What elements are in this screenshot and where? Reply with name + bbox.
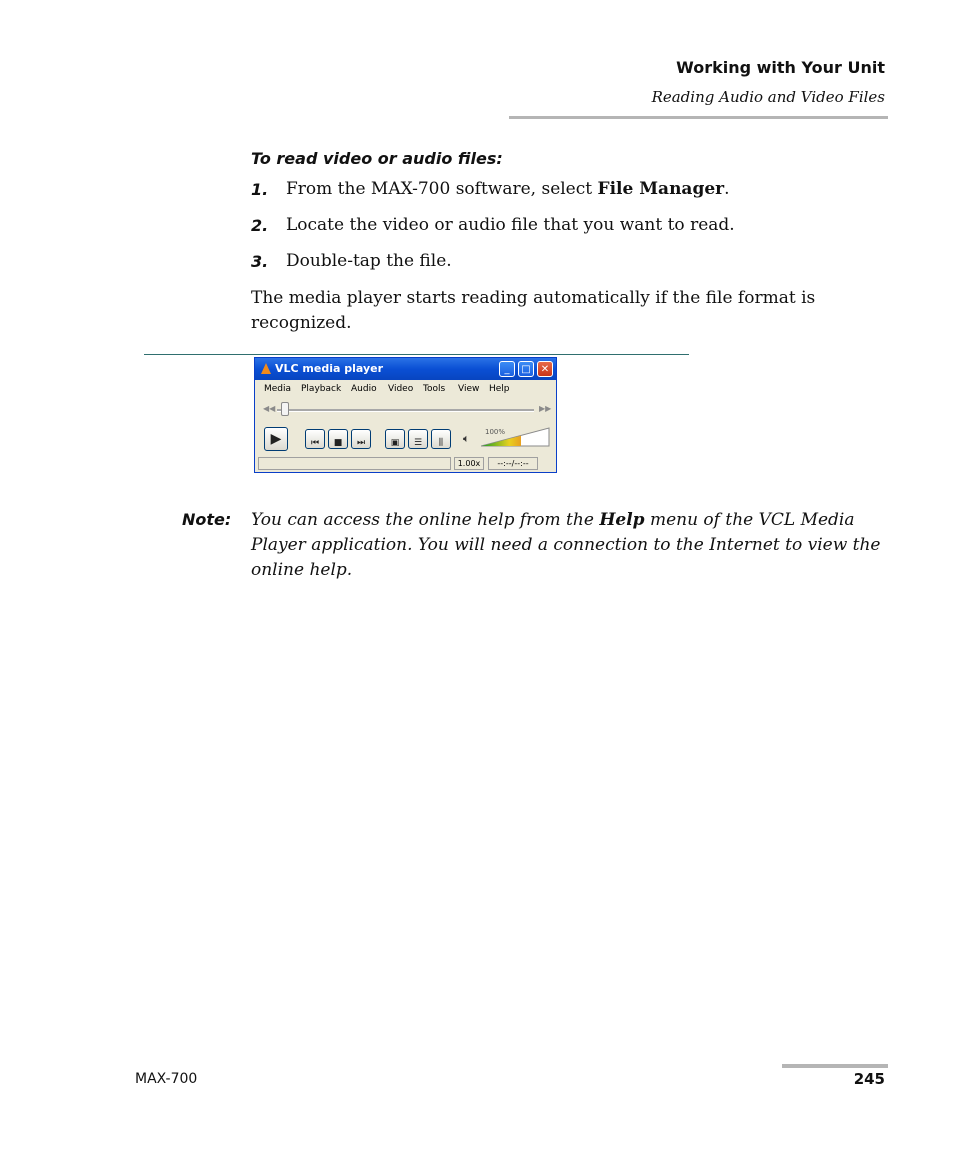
maximize-button[interactable]: □ [518, 361, 534, 377]
play-icon: ▶ [270, 431, 282, 447]
seek-forward-icon[interactable]: ▶▶ [539, 404, 552, 413]
note-text-bold: Help [599, 510, 645, 530]
menu-audio[interactable]: Audio [351, 384, 377, 394]
fullscreen-button[interactable] [385, 429, 405, 449]
step-text-before: From the MAX-700 software, select [286, 179, 598, 199]
volume-icon[interactable]: 🔈︎ [463, 432, 470, 445]
step-text: Double-tap the file. [286, 251, 452, 271]
extended-settings-button[interactable] [431, 429, 451, 449]
next-icon: ⏭ [356, 438, 366, 448]
seek-back-icon[interactable]: ◀◀ [263, 404, 276, 413]
procedure-title: To read video or audio files: [251, 149, 503, 168]
step-text-bold: File Manager [597, 179, 725, 199]
equalizer-icon: ⫼ [438, 438, 444, 448]
stop-icon: ■ [333, 438, 343, 448]
minimize-button[interactable]: _ [499, 361, 515, 377]
seek-bar[interactable] [277, 409, 534, 412]
note-text-before: You can access the online help from the [251, 510, 600, 530]
menu-view[interactable]: View [458, 384, 480, 394]
note-text-after: menu of the VCL Media Player application. You will need a connection to the Internet to view the online help. [251, 510, 881, 580]
running-header-subtitle: Reading Audio and Video Files [651, 88, 885, 106]
close-button[interactable]: ✕ [537, 361, 553, 377]
step-text-after: . [724, 179, 730, 199]
menu-video[interactable]: Video [388, 384, 414, 394]
menu-media[interactable]: Media [264, 384, 292, 394]
figure-rule [144, 354, 689, 355]
menu-help[interactable]: Help [489, 384, 510, 394]
vlc-window-title: VLC media player [275, 362, 384, 375]
vlc-title-bar[interactable] [255, 358, 556, 380]
page-number: 245 [853, 1070, 885, 1088]
step-number: 2. [251, 216, 269, 235]
playback-speed[interactable]: 1.00x [454, 457, 484, 470]
step-text: Locate the video or audio file that you want to read. [286, 215, 735, 235]
volume-percent: 100% [485, 428, 506, 436]
note-text [251, 508, 881, 583]
playlist-icon: ☰ [413, 438, 423, 448]
running-header-title: Working with Your Unit [676, 58, 885, 77]
vlc-cone-icon [261, 363, 271, 374]
fullscreen-icon: ▣ [390, 438, 400, 448]
step-number: 1. [251, 180, 269, 199]
vlc-window [254, 357, 557, 473]
header-rule [509, 116, 888, 119]
footer-rule [782, 1064, 888, 1068]
footer-product: MAX-700 [135, 1071, 198, 1087]
body-paragraph: The media player starts reading automatically if the file format is recognized. [251, 288, 816, 333]
menu-tools[interactable]: Tools [423, 384, 446, 394]
step-text [286, 179, 730, 199]
stop-button[interactable] [328, 429, 348, 449]
menu-playback[interactable]: Playback [301, 384, 342, 394]
status-bar [258, 457, 451, 470]
play-button[interactable] [264, 427, 288, 451]
seek-handle[interactable] [281, 402, 289, 416]
step-number: 3. [251, 252, 269, 271]
vlc-menubar [255, 380, 556, 397]
playlist-button[interactable] [408, 429, 428, 449]
previous-icon: ⏮ [310, 438, 320, 448]
note-label: Note: [182, 510, 232, 529]
next-button[interactable] [351, 429, 371, 449]
previous-button[interactable] [305, 429, 325, 449]
time-display: --:--/--:-- [488, 457, 538, 470]
